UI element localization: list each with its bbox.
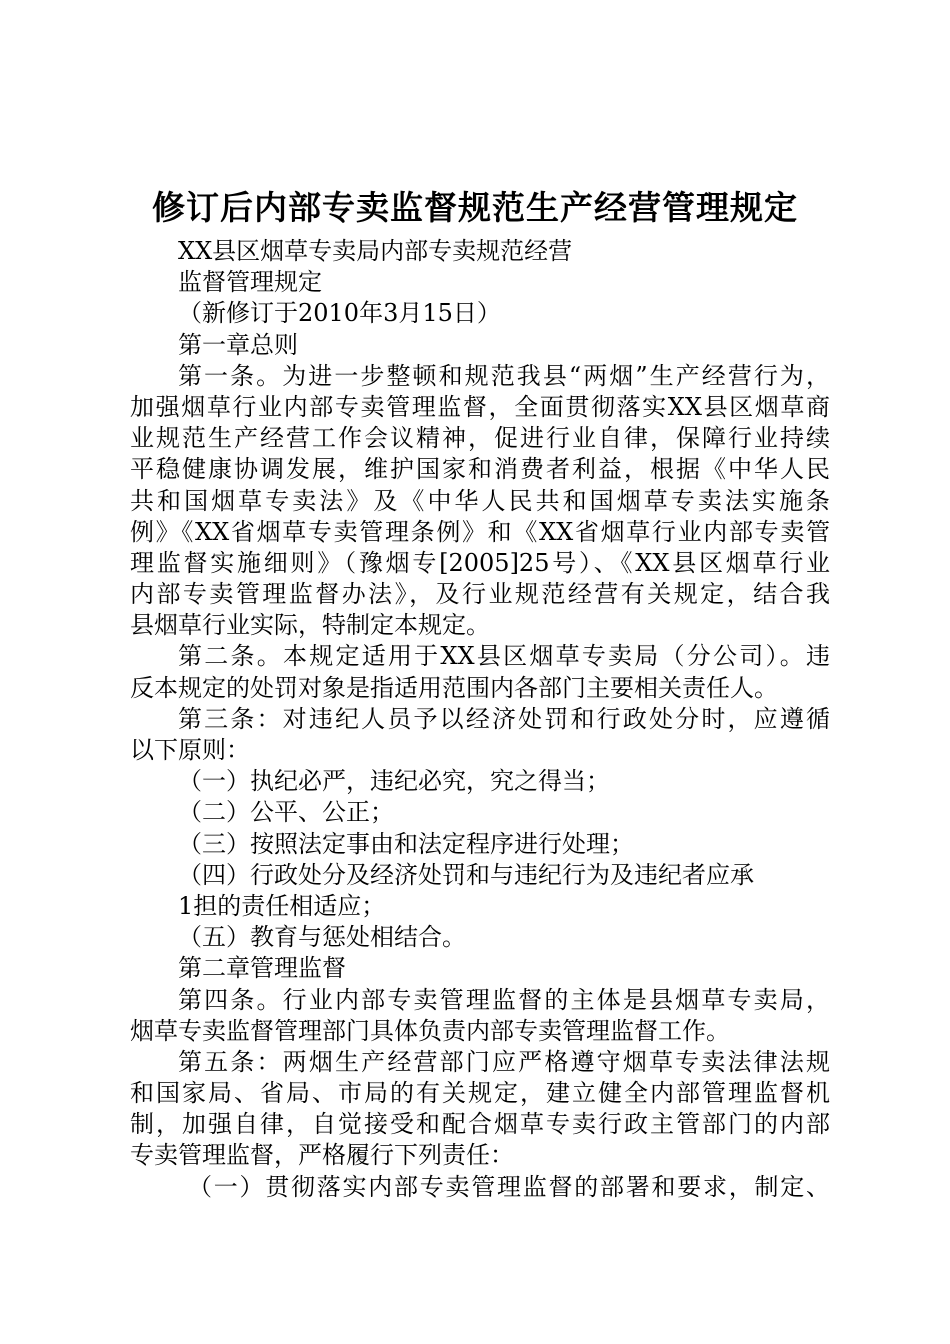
text-line: （三）按照法定事由和法定程序进行处理；: [178, 829, 634, 858]
text-line: 以下原则：: [130, 736, 250, 764]
document-title: 修订后内部专卖监督规范生产经营管理规定: [152, 188, 798, 227]
text-line: 加强烟草行业内部专卖管理监督，全面贯彻落实XX县区烟草商: [130, 392, 830, 421]
text-line: 内部专卖管理监督办法》，及行业规范经营有关规定，结合我: [130, 580, 830, 609]
text-line: （一）贯彻落实内部专卖管理监督的部署和要求，制定、: [188, 1172, 830, 1201]
text-line: 理监督实施细则》（豫烟专[2005]25号）、《XX县区烟草行业: [130, 548, 830, 577]
text-line: 1担的责任相适应；: [178, 891, 386, 920]
text-line: 反本规定的处罚对象是指适用范围内各部门主要相关责任人。: [130, 673, 778, 702]
text-line: 第二条。本规定适用于XX县区烟草专卖局（分公司）。违: [178, 642, 830, 671]
text-line: 共和国烟草专卖法》及《中华人民共和国烟草专卖法实施条: [130, 486, 830, 515]
text-line: （二）公平、公正；: [178, 798, 394, 827]
text-line: 专卖管理监督，严格履行下列责任：: [130, 1141, 514, 1170]
chapter-heading: 第二章管理监督: [178, 954, 346, 983]
text-line: 业规范生产经营工作会议精神，促进行业自律，保障行业持续: [130, 424, 830, 453]
text-line: （五）教育与惩处相结合。: [178, 923, 466, 952]
text-line: 县烟草行业实际，特制定本规定。: [130, 611, 490, 640]
text-line: 第三条：对违纪人员予以经济处罚和行政处分时，应遵循: [178, 704, 830, 733]
text-line: 第四条。行业内部专卖管理监督的主体是县烟草专卖局，: [178, 985, 830, 1014]
text-line: 制，加强自律，自觉接受和配合烟草专卖行政主管部门的内部: [130, 1110, 830, 1139]
text-line: 烟草专卖监督管理部门具体负责内部专卖管理监督工作。: [130, 1016, 730, 1045]
text-line: 平稳健康协调发展，维护国家和消费者利益，根据《中华人民: [130, 455, 830, 484]
text-line: （一）执纪必严，违纪必究，究之得当；: [178, 767, 610, 796]
text-line: （四）行政处分及经济处罚和与违纪行为及违纪者应承: [178, 860, 754, 889]
text-line: 第五条：两烟生产经营部门应严格遵守烟草专卖法律法规: [178, 1047, 830, 1076]
text-line: XX县区烟草专卖局内部专卖规范经营: [178, 237, 573, 265]
text-line: 第一条。为进一步整顿和规范我县“两烟”生产经营行为，: [178, 361, 830, 390]
text-line: 例》《XX省烟草专卖管理条例》和《XX省烟草行业内部专卖管: [130, 517, 830, 546]
text-line: （新修订于2010年3月15日）: [178, 299, 501, 328]
text-line: 监督管理规定: [178, 268, 322, 297]
document-body: [130, 236, 830, 1203]
chapter-heading: 第一章总则: [178, 330, 298, 359]
text-line: 和国家局、省局、市局的有关规定，建立健全内部管理监督机: [130, 1079, 830, 1108]
